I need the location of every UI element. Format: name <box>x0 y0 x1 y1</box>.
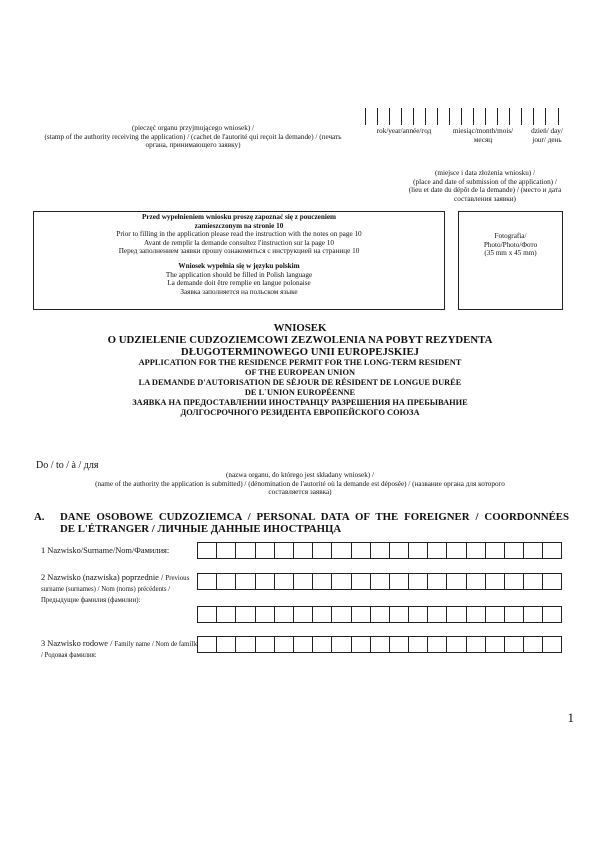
document-title <box>30 322 570 418</box>
letter-cell[interactable] <box>523 637 542 652</box>
letter-cell[interactable] <box>351 543 370 558</box>
letter-cell[interactable] <box>235 607 254 622</box>
title-en-2: OF THE EUROPEAN UNION <box>244 368 356 377</box>
title-ru-2: ДОЛГОСРОЧНОГО РЕЗИДЕНТА ЕВРОПЕЙСКОГО СОЮЗА <box>180 408 420 417</box>
letter-cell[interactable] <box>331 543 350 558</box>
instruction-pl-2: zamieszczonym na stronie 10 <box>194 221 284 230</box>
title-ru-1: ЗАЯВКА НА ПРЕДОСТАВЛЕНИИ ИНОСТРАНЦУ РАЗРЕШЕНИЯ НА ПРЕБЫВАНИЕ <box>132 398 468 407</box>
instruction-box <box>33 211 445 310</box>
letter-cell[interactable] <box>427 574 446 589</box>
letter-cell[interactable] <box>312 543 331 558</box>
title-pl-2: DŁUGOTERMINOWEGO UNII EUROPEJSKIEJ <box>180 346 420 358</box>
letter-cell[interactable] <box>389 607 408 622</box>
letter-cell[interactable] <box>485 543 504 558</box>
section-a-line2: DE L'ÉTRANGER / ЛИЧНЫЕ ДАННЫЕ ИНОСТРАНЦА <box>60 523 342 535</box>
letter-cell[interactable] <box>427 637 446 652</box>
letter-cell[interactable] <box>293 637 312 652</box>
letter-cell[interactable] <box>312 574 331 589</box>
stamp-caption-ru: органа, принимающего заявку) <box>145 141 241 150</box>
authority-caption-pl: (nazwa organu, do którego jest składany wniosek) / <box>226 471 374 479</box>
letter-cell[interactable] <box>466 543 485 558</box>
previous-surname-label-multilang: Previous surname (surnames) / Nom (noms) précédents / Предыдущие фамилия (фамилии): <box>41 575 190 604</box>
place-date-pl: (miejsce i data złożenia wniosku) / <box>435 169 535 177</box>
letter-cell[interactable] <box>370 637 389 652</box>
letter-cell[interactable] <box>389 637 408 652</box>
letter-cell[interactable] <box>293 607 312 622</box>
letter-cell[interactable] <box>255 574 274 589</box>
language-note-fr: La demande doit être remplie en langue polonaise <box>167 279 311 288</box>
title-fr-1: LA DEMANDE D'AUTORISATION DE SÉJOUR DE RÉSIDENT DE LONGUE DURÉE <box>138 378 462 387</box>
family-name-label-main: 3 Nazwisko rodowe / <box>41 639 115 648</box>
language-note-ru: Заявка заполняется на польском языке <box>180 287 298 296</box>
title-pl-1: O UDZIELENIE CUDZOZIEMCOWI ZEZWOLENIA NA POBYT REZYDENTA <box>107 334 493 346</box>
letter-cell[interactable] <box>523 543 542 558</box>
letter-cell[interactable] <box>466 637 485 652</box>
letter-cell[interactable] <box>466 607 485 622</box>
letter-cell[interactable] <box>504 574 523 589</box>
letter-cell[interactable] <box>351 574 370 589</box>
letter-cell[interactable] <box>523 607 542 622</box>
letter-cell[interactable] <box>408 637 427 652</box>
letter-cell[interactable] <box>197 574 216 589</box>
letter-cell[interactable] <box>446 543 465 558</box>
letter-cell[interactable] <box>523 574 542 589</box>
letter-cell[interactable] <box>216 637 235 652</box>
letter-cell[interactable] <box>274 574 293 589</box>
letter-cell[interactable] <box>255 637 274 652</box>
letter-cell[interactable] <box>485 574 504 589</box>
letter-cell[interactable] <box>370 574 389 589</box>
letter-cell[interactable] <box>197 637 216 652</box>
letter-cell[interactable] <box>331 574 350 589</box>
letter-cell[interactable] <box>408 574 427 589</box>
letter-cell[interactable] <box>427 607 446 622</box>
date-cell[interactable] <box>545 108 559 125</box>
letter-cell[interactable] <box>197 607 216 622</box>
letter-cell[interactable] <box>370 607 389 622</box>
letter-cell[interactable] <box>485 607 504 622</box>
photo-label-pl: Fotografia/ <box>494 232 527 240</box>
language-note-pl: Wniosek wypełnia się w języku polskim <box>178 261 300 270</box>
previous-surname-label <box>41 573 199 606</box>
letter-cell[interactable] <box>389 574 408 589</box>
letter-cell[interactable] <box>293 574 312 589</box>
year-label: rok/year/année/год <box>376 127 432 135</box>
letter-cell[interactable] <box>274 543 293 558</box>
title-en-1: APPLICATION FOR THE RESIDENCE PERMIT FOR THE LONG-TERM RESIDENT <box>138 358 462 367</box>
letter-cell[interactable] <box>446 637 465 652</box>
letter-cell[interactable] <box>274 607 293 622</box>
surname-field[interactable] <box>197 542 562 559</box>
stamp-caption-pl: (pieczęć organu przyjmującego wniosek) / <box>131 124 254 132</box>
authority-caption <box>30 471 570 497</box>
letter-cell[interactable] <box>542 607 561 622</box>
letter-cell[interactable] <box>255 543 274 558</box>
letter-cell[interactable] <box>197 543 216 558</box>
previous-surname-field-2[interactable] <box>197 606 562 623</box>
letter-cell[interactable] <box>485 637 504 652</box>
letter-cell[interactable] <box>255 607 274 622</box>
letter-cell[interactable] <box>466 574 485 589</box>
family-name-label <box>41 639 199 661</box>
place-date-ru: составления заявки) <box>454 194 516 203</box>
authority-caption-ru: составляется заявка) <box>268 488 332 497</box>
letter-cell[interactable] <box>408 543 427 558</box>
letter-cell[interactable] <box>216 607 235 622</box>
instruction-ru: Перед заполнением заявки прошу ознакомиться с инструкцией на странице 10 <box>118 247 360 256</box>
place-date-en: (place and date of submission of the application) / <box>413 177 557 186</box>
surname-label: 1 Nazwisko/Surname/Nom/Фамилия: <box>41 546 170 555</box>
letter-cell[interactable] <box>446 574 465 589</box>
instruction-pl: Przed wypełnieniem wniosku proszę zapoznać się z pouczeniem <box>141 213 337 221</box>
family-name-field[interactable] <box>197 636 562 653</box>
letter-cell[interactable] <box>504 607 523 622</box>
instruction-fr: Avant de remplir la demande consultez l'instruction sur la page 10 <box>144 238 334 247</box>
letter-cell[interactable] <box>216 574 235 589</box>
section-letter: A. <box>34 511 45 523</box>
place-date-caption <box>380 169 590 203</box>
letter-cell[interactable] <box>542 637 561 652</box>
section-a-line1: DANE OSOBOWE CUDZOZIEMCA / PERSONAL DATA OF THE FOREIGNER / COORDONNÉES <box>60 511 569 523</box>
stamp-caption <box>28 124 358 150</box>
stamp-caption-multilang: (stamp of the authority receiving the application) / (cachet de l'autorité qui reçoit la demande) / (печать <box>44 132 342 141</box>
page-number: 1 <box>567 710 574 725</box>
photo-label-multilang: Photo/Photo/Фото <box>483 240 538 249</box>
previous-surname-label-main: 2 Nazwisko (nazwiska) poprzednie / <box>41 573 166 582</box>
letter-cell[interactable] <box>331 637 350 652</box>
letter-cell[interactable] <box>408 607 427 622</box>
letter-cell[interactable] <box>370 543 389 558</box>
letter-cell[interactable] <box>235 574 254 589</box>
letter-cell[interactable] <box>312 637 331 652</box>
title-fr-2: DE L`UNION EUROPÉENNE <box>244 388 356 397</box>
letter-cell[interactable] <box>331 607 350 622</box>
letter-cell[interactable] <box>235 543 254 558</box>
month-label: miesiąc/month/mois/ месяц <box>452 127 514 144</box>
letter-cell[interactable] <box>351 637 370 652</box>
letter-cell[interactable] <box>293 543 312 558</box>
instruction-en: Prior to filling in the application please read the instruction with the notes on page 10 <box>116 230 362 239</box>
to-label: Do / to / à / для <box>36 460 99 471</box>
authority-caption-multilang: (name of the authority the application is submitted) / (dénomination de l'autorité où la demande est déposée) / (название органа для которого <box>95 479 505 488</box>
letter-cell[interactable] <box>427 543 446 558</box>
letter-cell[interactable] <box>389 543 408 558</box>
letter-cell[interactable] <box>446 607 465 622</box>
title-wniosek: WNIOSEK <box>273 322 327 334</box>
place-date-fr: (lieu et date du dépôt de la demande) / (место и дата <box>408 186 562 195</box>
photo-size: (35 mm x 45 mm) <box>484 249 537 258</box>
letter-cell[interactable] <box>542 574 561 589</box>
letter-cell[interactable] <box>235 637 254 652</box>
letter-cell[interactable] <box>312 607 331 622</box>
language-note-en: The application should be filled in Polish language <box>165 270 313 279</box>
photo-box[interactable] <box>458 211 563 310</box>
section-a-heading <box>34 511 569 535</box>
letter-cell[interactable] <box>274 637 293 652</box>
day-label: dzień/ day/ jour/ день <box>531 127 563 144</box>
letter-cell[interactable] <box>542 543 561 558</box>
family-name-label-multilang: Family name / Nom de famille / Родовая фамилия: <box>41 641 199 659</box>
letter-cell[interactable] <box>351 607 370 622</box>
letter-cell[interactable] <box>504 543 523 558</box>
letter-cell[interactable] <box>504 637 523 652</box>
letter-cell[interactable] <box>216 543 235 558</box>
previous-surname-field[interactable] <box>197 573 562 590</box>
